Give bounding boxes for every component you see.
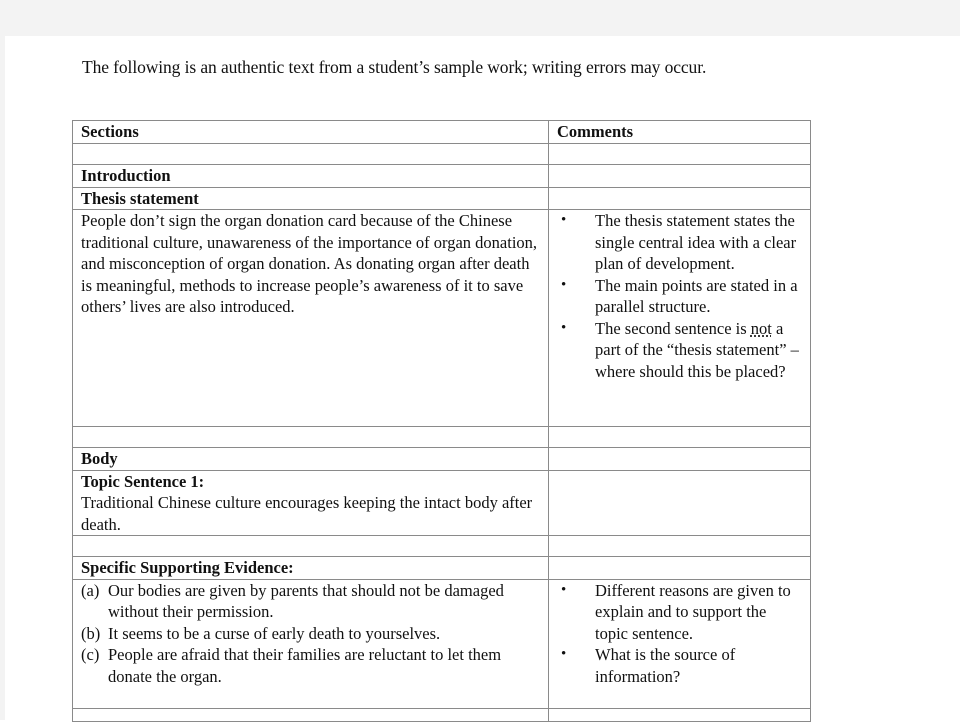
thesis-label-row [73,187,811,210]
bullet-icon: • [561,276,567,293]
thesis-comments [557,210,802,382]
evidence-comments [557,580,802,688]
comment-item: • The thesis statement states the single central idea with a clear plan of development. [561,211,797,273]
thesis-label: Thesis statement [73,187,549,210]
thesis-text: People don’t sign the organ donation card because of the Chinese traditional culture, unawareness of the importance of organ donation, and misconception of organ donation. As donating organ after death is meaningful, methods to increase people’s awareness of it to save others’ lives are also introduced. [73,210,549,427]
introduction-label: Introduction [73,165,549,188]
evidence-label: Specific Supporting Evidence: [73,557,549,580]
spacer-row [73,536,811,557]
introduction-row [73,165,811,188]
evidence-comments-cell [549,579,811,708]
bullet-icon: • [561,581,567,598]
emphasis-not: not [750,318,772,338]
body-row [73,448,811,471]
continuation-row [73,708,811,721]
evidence-item: (c) People are afraid that their families are reluctant to let them donate the organ. [81,645,502,686]
table-header-row [73,121,811,144]
comment-item: • The second sentence is not a part of the “thesis statement” – where should this be placed? [561,318,799,381]
comment-item: • What is the source of information? [561,645,736,686]
intro-note: The following is an authentic text from a student’s sample work; writing errors may occur. [82,57,707,77]
comment-item: • Different reasons are given to explain and to support the topic sentence. [561,580,791,643]
evidence-label-row [73,557,811,580]
body-label: Body [73,448,549,471]
comments-header: Comments [549,121,811,144]
bullet-icon: • [561,212,567,228]
evidence-row [73,579,811,708]
topic-label: Topic Sentence 1: [81,471,205,491]
thesis-row [73,210,811,427]
spacer-row [73,427,811,448]
feedback-table [72,120,811,722]
evidence-item: (a) Our bodies are given by parents that should not be damaged without their permission. [81,580,504,621]
spacer-row [73,144,811,165]
thesis-comments-cell [549,210,811,427]
sections-header: Sections [73,121,549,144]
evidence-list [81,580,540,688]
comment-item: • The main points are stated in a parallel structure. [561,275,798,316]
evidence-item: (b) It seems to be a curse of early death to yourselves. [81,623,441,643]
evidence-cell [73,579,549,708]
bullet-icon: • [561,319,567,336]
topic-row [73,470,811,536]
bullet-icon: • [561,646,567,662]
topic-text: Traditional Chinese culture encourages keeping the intact body after death. [81,493,533,534]
topic-cell [73,470,549,536]
